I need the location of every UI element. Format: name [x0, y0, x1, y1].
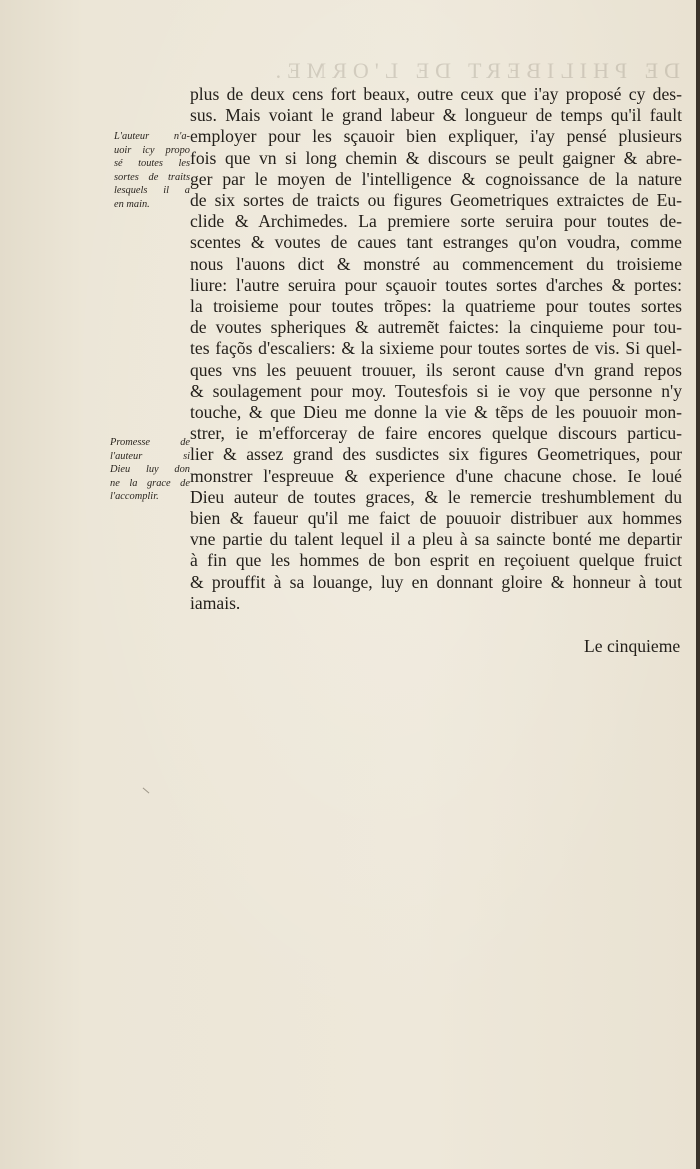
- text-line: ger par le moyen de l'intelligence & cognoissance de la nature: [190, 168, 682, 189]
- margin-note-line: Dieu luy don: [110, 464, 190, 475]
- margin-note-line: ne la grace de: [110, 477, 190, 489]
- page-edge-shadow: [696, 0, 700, 1169]
- text-line: la troisieme pour toutes trõpes: la quatrieme pour toutes sortes: [190, 296, 682, 317]
- text-line: ques vns les peuuent trouuer, ils seront cause d'vn grand repos: [190, 359, 682, 380]
- body-text: [190, 84, 682, 614]
- catchword: Le cinquieme: [584, 636, 681, 656]
- text-line: Dieu auteur de toutes graces, & le remercie treshumblement du: [190, 486, 682, 507]
- text-line: de six sortes de traicts ou figures Geometriques extraictes de Eu-: [190, 190, 682, 211]
- margin-note-line: lesquels il a: [114, 185, 190, 196]
- margin-note-line: L'auteur n'a-: [114, 131, 190, 142]
- margin-note-line: en main.: [114, 198, 150, 210]
- text-line: plus de deux cens fort beaux, outre ceux que i'ay proposé cy des-: [190, 84, 682, 104]
- text-line: strer, ie m'efforceray de faire encores quelque discours particu-: [190, 423, 682, 444]
- text-line: lier & assez grand des susdictes six figures Geometriques, pour: [190, 444, 682, 465]
- text-line: employer pour les sçauoir bien expliquer, i'ay pensé plusieurs: [190, 126, 682, 147]
- margin-note-line: l'accomplir.: [110, 491, 159, 502]
- text-line: fois que vn si long chemin & discours se peult gaigner & abre-: [190, 147, 682, 168]
- text-line: à fin que les hommes de bon esprit en reçoiuent quelque fruict: [190, 550, 682, 571]
- margin-note-line: sortes de traits: [114, 171, 190, 183]
- text-line: bien & faueur qu'il me faict de pouuoir distribuer aux hommes: [190, 508, 682, 529]
- margin-note-line: sé toutes les: [114, 158, 190, 169]
- text-line: de voutes spheriques & autremẽt faictes: la cinquieme pour tou-: [190, 317, 682, 338]
- paper-speck: [143, 788, 150, 794]
- text-line: scentes & voutes de caues tant estranges qu'on voudra, comme: [190, 232, 682, 253]
- text-line: monstrer l'espreuue & experience d'une chacune chose. Ie loué: [190, 465, 682, 486]
- text-line: iamais.: [190, 592, 241, 613]
- margin-note-author-promise: [110, 436, 190, 504]
- running-head-bleed-through: DE PHILIBERT DE L'ORME.: [269, 58, 680, 83]
- text-line: clide & Archimedes. La premiere sorte seruira pour toutes de-: [190, 211, 682, 232]
- margin-note-line: l'auteur si: [110, 450, 190, 462]
- text-line: vne partie du talent lequel il a pleu à sa saincte bonté me departir: [190, 529, 682, 550]
- text-line: & soulagement pour moy. Toutesfois si ie voy que personne n'y: [190, 380, 682, 401]
- text-line: tes façõs d'escaliers: & la sixieme pour toutes sortes de vis. Si quel-: [190, 338, 682, 359]
- margin-note-line: uoir icy propo: [114, 144, 190, 156]
- text-line: sus. Mais voiant le grand labeur & longueur de temps qu'il fault: [190, 105, 682, 126]
- margin-note-line: Promesse de: [110, 437, 190, 448]
- margin-note-author-intent: [114, 130, 190, 211]
- text-line: liure: l'autre seruira pour sçauoir toutes sortes d'arches & portes:: [190, 274, 682, 295]
- text-line: & prouffit à sa louange, luy en donnant gloire & honneur à tout: [190, 571, 682, 592]
- text-line: nous l'auons dict & monstré au commencement du troisieme: [190, 253, 682, 274]
- text-line: touche, & que Dieu me donne la vie & tẽps de les pouuoir mon-: [190, 402, 682, 423]
